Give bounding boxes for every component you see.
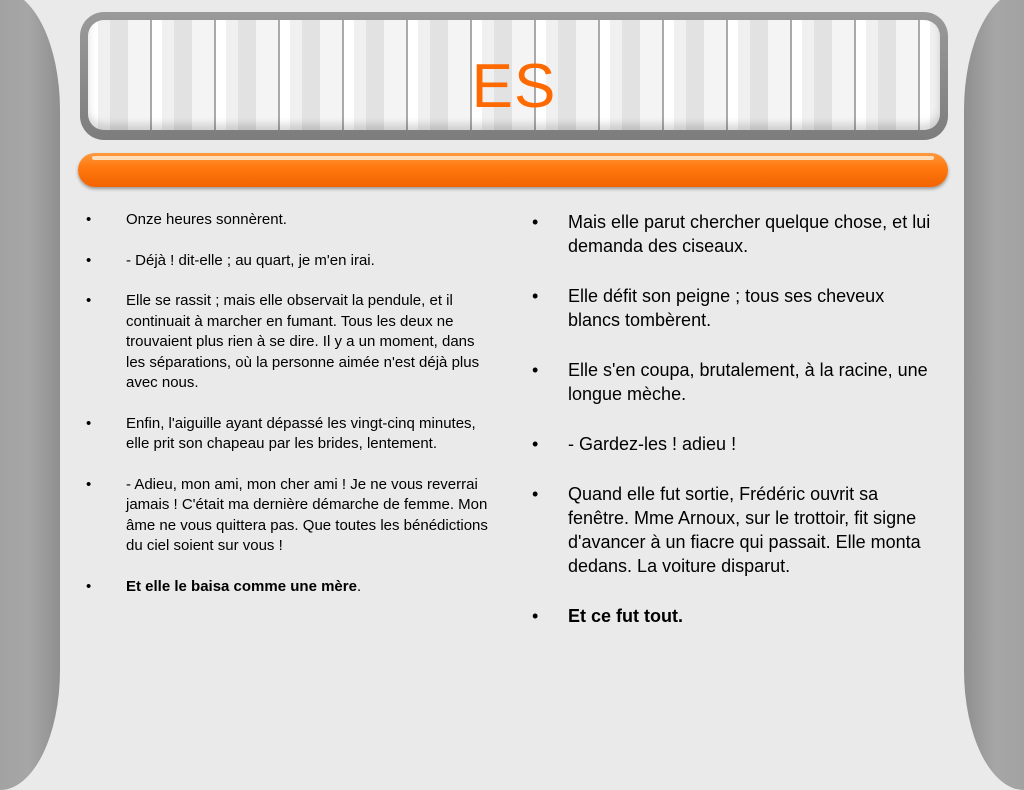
list-item-text: Enfin, l'aiguille ayant dépassé les vingt-cinq minutes, elle prit son chapeau par les brides, lentement. [126, 414, 476, 452]
list-item-text-bold: Et elle le baisa comme une mère [126, 577, 357, 595]
orange-divider-bar [78, 153, 948, 187]
slide-title: ES [471, 52, 557, 121]
list-item-text: - Gardez-les ! adieu ! [568, 434, 737, 454]
list-item-text: - Adieu, mon ami, mon cher ami ! Je ne vous reverrai jamais ! C'était ma dernière démarche de femme. Mon âme ne vous quittera pas. Que toutes les bénédictions du ciel soient sur vous ! [126, 475, 488, 554]
title-frame [80, 12, 948, 140]
list-item [528, 358, 938, 406]
list-item [86, 251, 496, 272]
bullet-icon: • [532, 606, 539, 626]
list-item-text: Onze heures sonnèrent. [126, 211, 287, 228]
right-decorative-pillar [964, 0, 1024, 790]
bullet-icon: • [86, 211, 92, 228]
list-item-text: Quand elle fut sortie, Frédéric ouvrit sa fenêtre. Mme Arnoux, sur le trottoir, fit signe d'avancer à un fiacre qui passait. Elle monta dedans. La voiture disparut. [568, 484, 921, 576]
bullet-icon: • [532, 360, 539, 380]
title-panel [88, 20, 940, 130]
list-item [528, 432, 938, 456]
list-item [86, 291, 496, 394]
right-bullet-list [528, 210, 938, 654]
list-item [86, 210, 496, 231]
list-item [528, 604, 938, 628]
left-bullet-list [86, 210, 496, 617]
list-item-text: Elle s'en coupa, brutalement, à la racine, une longue mèche. [568, 360, 928, 404]
list-item [528, 482, 938, 578]
list-item [86, 475, 496, 557]
list-item-text-bold: Et ce fut tout. [568, 606, 683, 626]
list-item-text: Elle se rassit ; mais elle observait la pendule, et il continuait à marcher en fumant. Tous les deux ne trouvaient plus rien à se dire. Il y a un moment, dans les séparations, où la personne aimée n'est déjà plus avec nous. [126, 292, 480, 391]
list-item [86, 414, 496, 455]
list-item-text: Mais elle parut chercher quelque chose, et lui demanda des ciseaux. [568, 212, 931, 256]
list-item [528, 210, 938, 258]
bullet-icon: • [86, 414, 92, 432]
bullet-icon: • [86, 251, 92, 269]
bullet-icon: • [532, 212, 539, 232]
list-item-text: Elle défit son peigne ; tous ses cheveux blancs tombèrent. [568, 286, 885, 330]
left-decorative-pillar [0, 0, 60, 790]
bullet-icon: • [86, 577, 92, 595]
bullet-icon: • [532, 434, 539, 454]
bullet-icon: • [86, 292, 92, 309]
list-item [528, 284, 938, 332]
bullet-icon: • [532, 286, 539, 306]
list-item [86, 577, 496, 598]
bullet-icon: • [532, 484, 539, 504]
list-item-suffix: . [356, 577, 362, 595]
list-item-text: - Déjà ! dit-elle ; au quart, je m'en irai. [126, 251, 375, 269]
bullet-icon: • [86, 475, 92, 493]
